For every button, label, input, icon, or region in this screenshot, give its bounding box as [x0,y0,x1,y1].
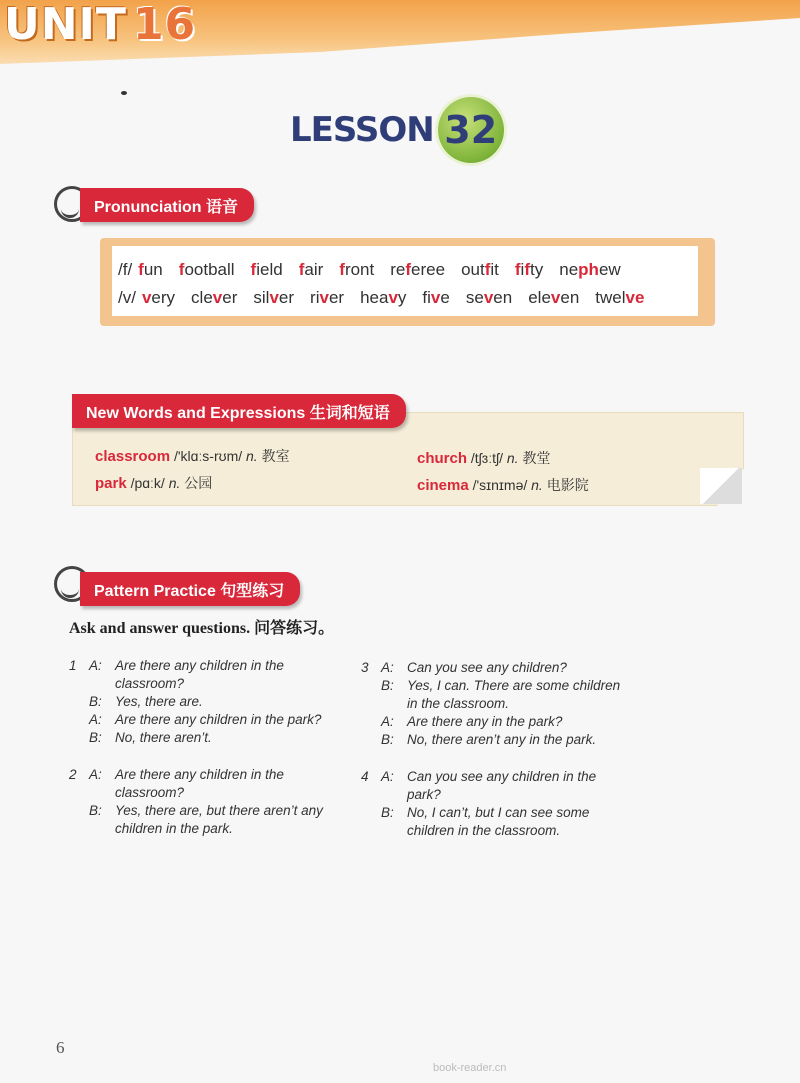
speaker-label: A: [89,658,102,673]
word-meaning: 教室 [261,448,290,464]
pronunciation-word: twelve [595,288,645,307]
question-number [361,804,381,840]
speaker-label: B: [381,678,394,693]
dialogue-text: Are there any children in the classroom? [115,767,284,800]
dialogue-line [361,731,627,749]
question-number: 3 [361,660,369,675]
pronunciation-word: eleven [528,288,580,307]
question-number [69,711,89,729]
word-pos: n. [168,475,181,491]
dialogue-text: Can you see any children? [407,660,567,675]
speaker-label: B: [89,803,102,818]
pronunciation-tag: Pronunciation 语音 [80,188,254,222]
question-number [361,713,381,731]
unit-label: UNIT [4,0,127,50]
speaker-label: A: [89,767,102,782]
dialogue-text: Yes, there are. [115,694,203,709]
question-item [69,766,335,838]
word-phonetic: /'sɪnɪmə/ [472,477,528,493]
pronunciation-row-v [118,288,660,308]
dialogue-line [69,711,335,729]
lesson-label: LESSON [290,110,434,150]
dialogue-text: No, there aren’t. [115,730,212,745]
dialogue-line [361,659,627,677]
pronunciation-word: outfit [461,260,499,279]
pronunciation-word: fifty [514,260,544,279]
word-phonetic: /tʃɜːtʃ/ [470,450,503,466]
dialogue-text: No, there aren’t any in the park. [407,732,597,747]
speaker-label: A: [89,712,102,727]
pronunciation-word: seven [465,288,513,307]
dialogue-line [361,713,627,731]
word-pos: n. [506,450,519,466]
question-number [69,693,89,711]
dialogue-text: Are there any in the park? [407,714,563,729]
page-fold [700,468,742,504]
pronunciation-word: silver [253,288,295,307]
word-pos: n. [246,448,258,464]
new-words-tag: New Words and Expressions 生词和短语 [72,394,406,428]
word-entry [417,448,550,468]
word-text: cinema [417,477,469,494]
dialogue-line [69,766,335,802]
dialogue-text: Can you see any children in the park? [407,769,597,802]
word-text: park [95,475,127,492]
pronunciation-word: football [178,260,235,279]
word-entry [95,473,212,493]
dialogue-line [361,804,627,840]
lesson-number-badge: 32 [438,97,504,163]
word-phonetic: /'klɑːs-rʊm/ [173,448,243,464]
dialogue-line [69,693,335,711]
pronunciation-word: fair [298,260,324,279]
pronunciation-word: five [422,288,450,307]
question-item [69,657,335,747]
pattern-practice-tag: Pattern Practice 句型练习 [80,572,300,606]
word-meaning: 教堂 [522,450,551,466]
dialogue-text: Yes, I can. There are some children in the classroom. [407,678,621,711]
dialogue-text: Yes, there are, but there aren’t any children in the park. [115,803,323,836]
pronunciation-row-f [118,260,637,280]
speaker-label: B: [89,730,102,745]
question-number: 1 [69,658,77,673]
word-entry [417,475,589,495]
word-text: church [417,450,468,467]
pronunciation-word: fun [138,260,163,279]
pronunciation-word: heavy [360,288,407,307]
instruction: Ask and answer questions. 问答练习。 [69,620,335,637]
unit-title [4,0,196,56]
pronunciation-word: very [141,288,176,307]
question-number: 2 [69,767,77,782]
pronunciation-word: clever [191,288,238,307]
pronunciation-word: referee [390,260,446,279]
dialogue-line [69,657,335,693]
dialogue-text: No, I can’t, but I can see some children in the classroom. [407,805,590,838]
question-number [361,677,381,713]
page-number: 6 [56,1038,65,1057]
question-item [361,768,627,840]
word-pos: n. [531,477,543,493]
dialogue-text: Are there any children in the park? [115,712,322,727]
pronunciation-word: river [310,288,345,307]
speaker-label: B: [89,694,102,709]
dialogue-line [69,729,335,747]
speaker-label: B: [381,805,394,820]
pronunciation-inner [112,246,698,316]
word-meaning: 公园 [184,475,213,491]
pronunciation-word: field [250,260,283,279]
phoneme-symbol: /f/ [118,260,133,279]
watermark: book-reader.cn [433,1062,507,1074]
question-item [361,659,627,749]
pronunciation-word: front [339,260,375,279]
question-number: 4 [361,769,369,784]
word-meaning: 电影院 [546,477,589,493]
speaker-label: A: [381,714,394,729]
phoneme-symbol: /v/ [118,288,136,307]
speaker-label: A: [381,660,394,675]
dialogue-text: Are there any children in the classroom? [115,658,284,691]
pronunciation-word: nephew [559,260,621,279]
question-number [361,731,381,749]
pronunciation-box [100,238,715,326]
dialogue-line [69,802,335,838]
question-number [69,802,89,838]
lesson-title [290,95,504,165]
word-entry [95,446,290,466]
speaker-label: B: [381,732,394,747]
decorative-dot [121,91,127,95]
unit-number: 16 [132,0,197,50]
question-number [69,729,89,747]
dialogue-line [361,677,627,713]
speaker-label: A: [381,769,394,784]
dialogue-line [361,768,627,804]
word-text: classroom [95,448,171,465]
word-phonetic: /pɑːk/ [130,475,165,491]
